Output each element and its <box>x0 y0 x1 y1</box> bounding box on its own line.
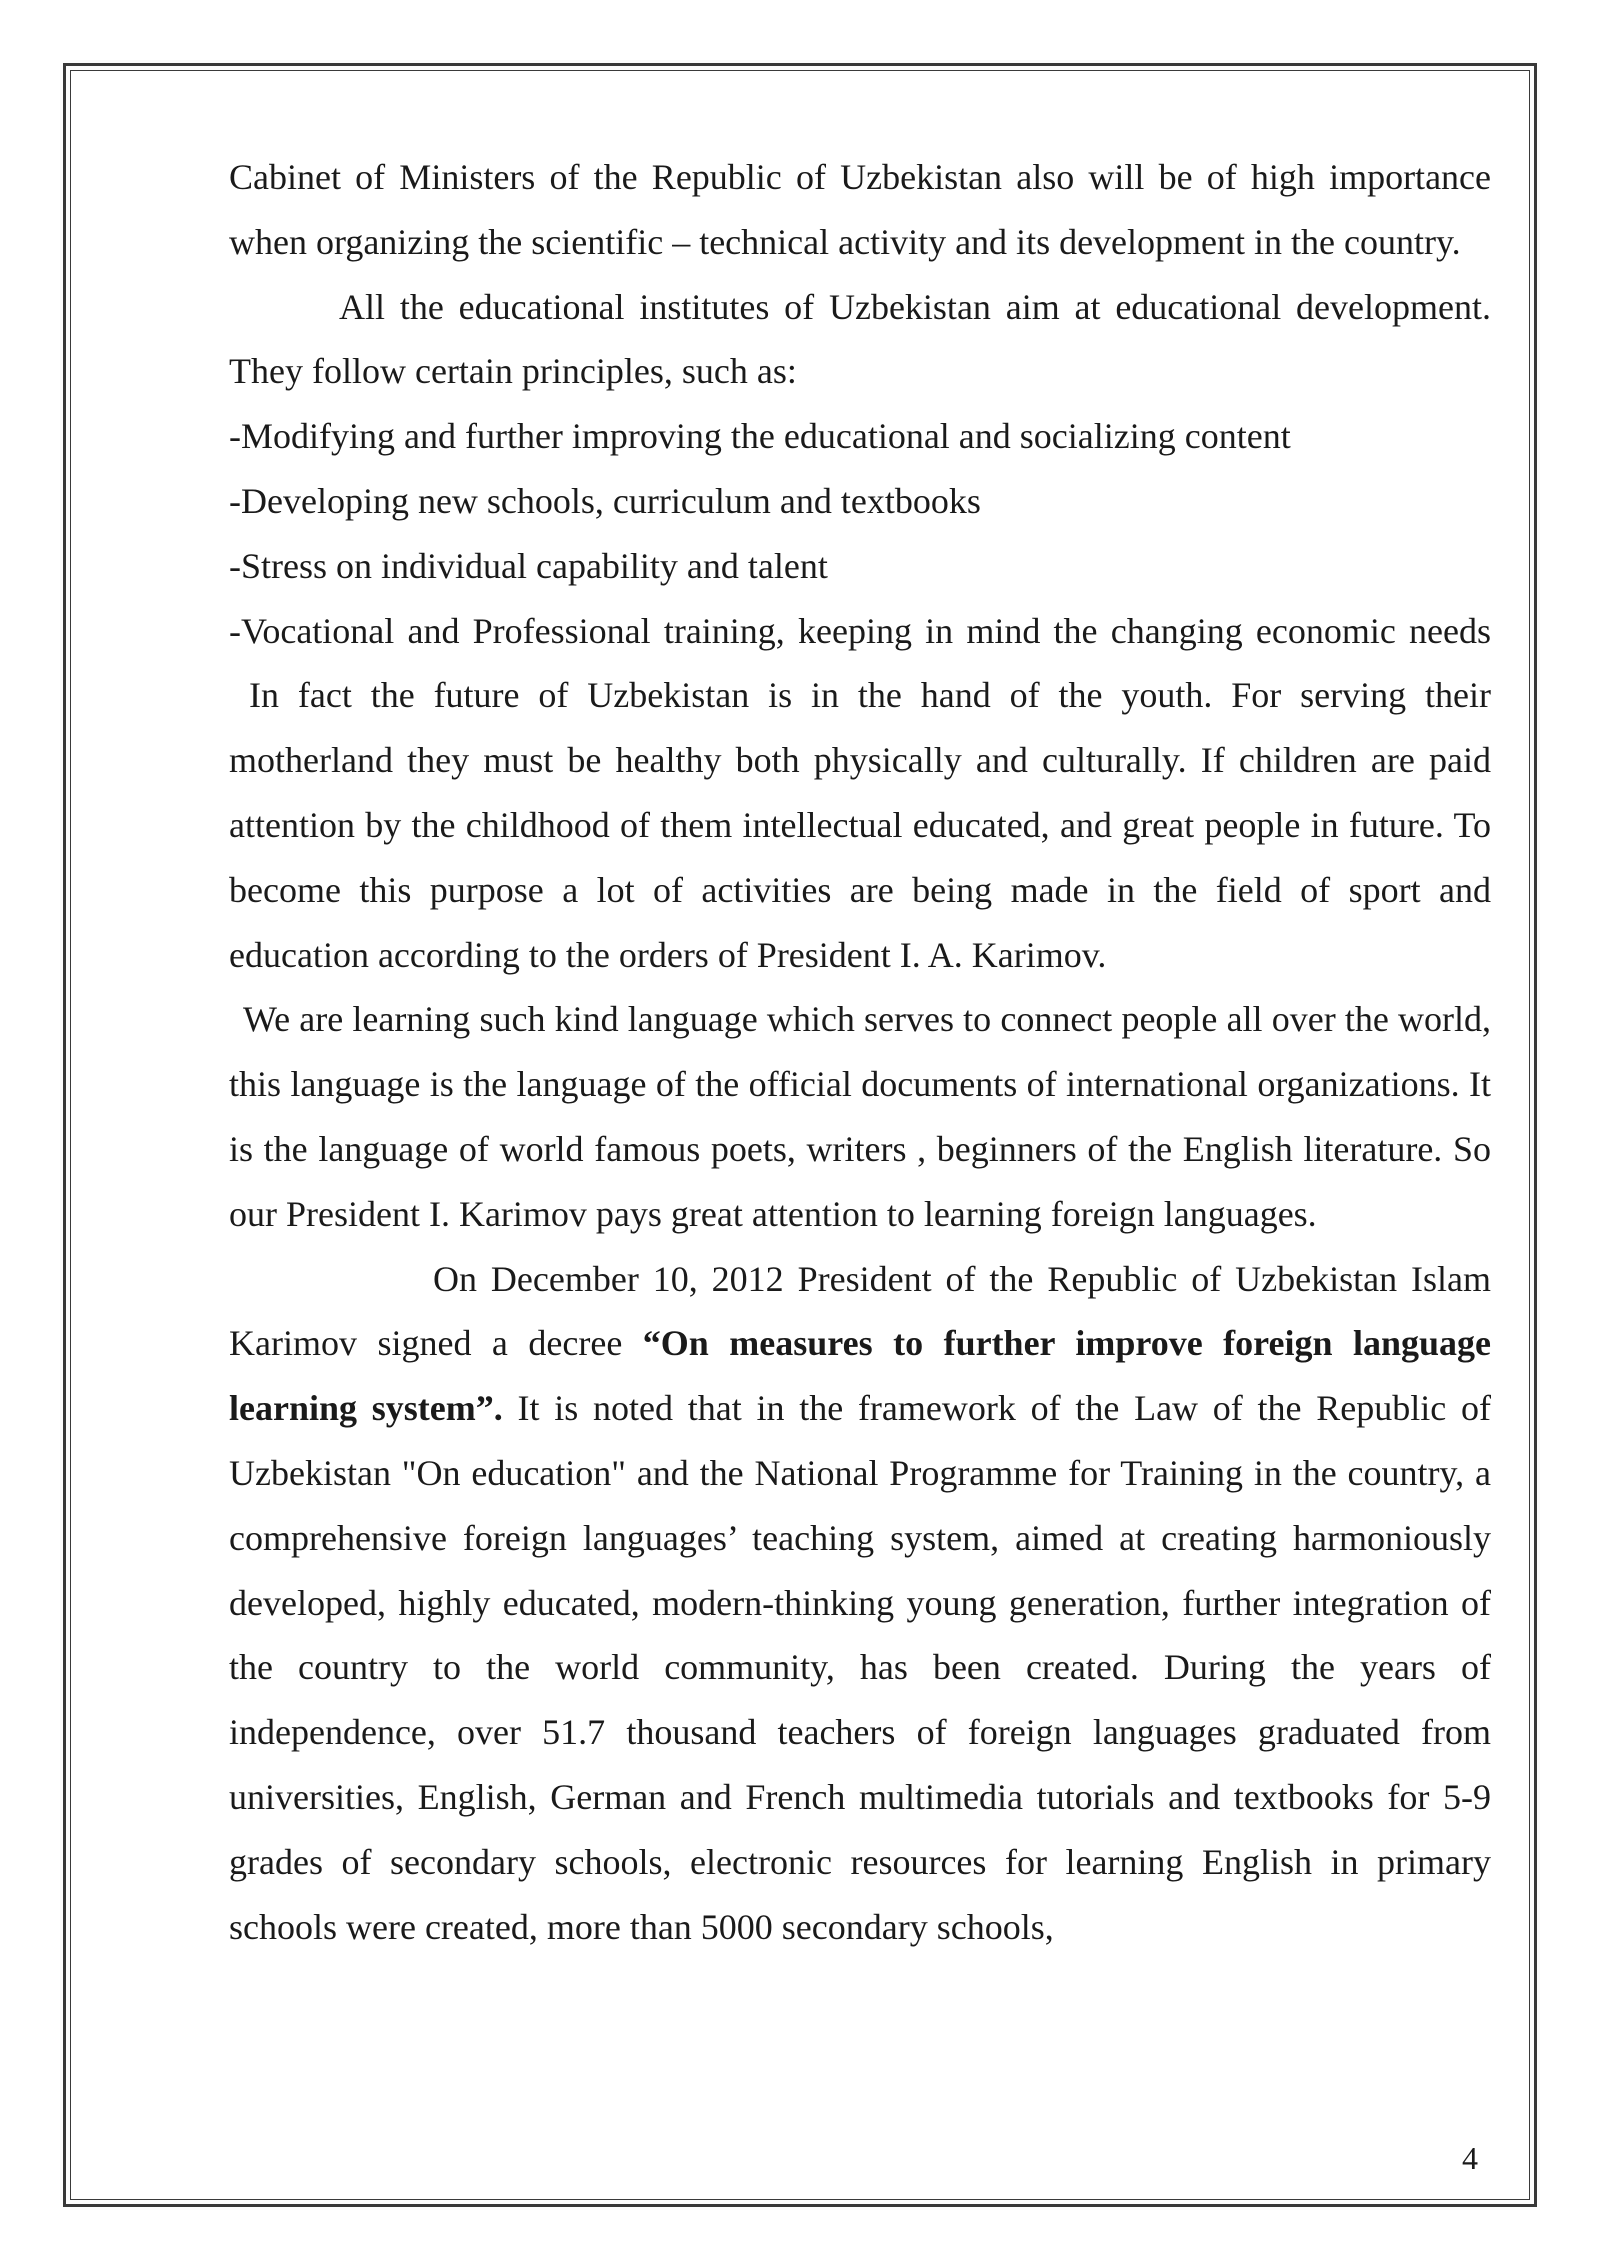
decree-title: “On measures to further improve foreign language learning system”. <box>229 1323 1492 1429</box>
paragraph-learning-language: We are learning such kind language which serves to connect people all over the world, this language is the language of the official documents of international organizations. It is the language of world famous poets, writers , beginners of the English literature. So our President I. Karimov pays great attention to learning foreign languages. <box>229 999 1491 1234</box>
paragraph-educational-institutes: All the educational institutes of Uzbekistan aim at educational development. They follow certain principles, such as: <box>229 286 1491 392</box>
decree-details-text: It is noted that in the framework of the Law of the Republic of Uzbekistan "On education" and the National Programme for Training in the country, a comprehensive foreign languages’ teaching system, aimed at creating harmoniously developed, highly educated, modern-thinking young generation, further integration of the country to the world community, has been created. During the years of independence, over 51.7 thousand teachers of foreign languages graduated from universities, English, German and French multimedia tutorials and textbooks for 5-9 grades of secondary schools, electronic resources for learning English in primary schools were created, more than 5000 secondary schools, <box>229 1388 1491 1947</box>
list-item: -Stress on individual capability and talent <box>229 545 828 586</box>
paragraph-cabinet: Cabinet of Ministers of the Republic of Uzbekistan also will be of high importance when organizing the scientific – technical activity and its development in the country. <box>229 157 1491 262</box>
page-number: 4 <box>1462 2140 1478 2176</box>
paragraph-decree <box>229 1247 1491 1960</box>
paragraph-future-youth: In fact the future of Uzbekistan is in the hand of the youth. For serving their motherland they must be healthy both physically and culturally. If children are paid attention by the childhood of them intellectual educated, and great people in future. To become this purpose a lot of activities are being made in the field of sport and education according to the orders of President I. A. Karimov. <box>229 675 1491 975</box>
list-item: -Modifying and further improving the educational and socializing content <box>229 416 1291 457</box>
document-body <box>229 145 1491 1959</box>
list-item: -Developing new schools, curriculum and textbooks <box>229 480 981 521</box>
decree-intro-text: On December 10, 2012 President of the Republic of Uzbekistan Islam Karimov signed a decree <box>229 1258 1491 1364</box>
list-item: -Vocational and Professional training, keeping in mind the changing economic needs <box>229 610 1491 651</box>
